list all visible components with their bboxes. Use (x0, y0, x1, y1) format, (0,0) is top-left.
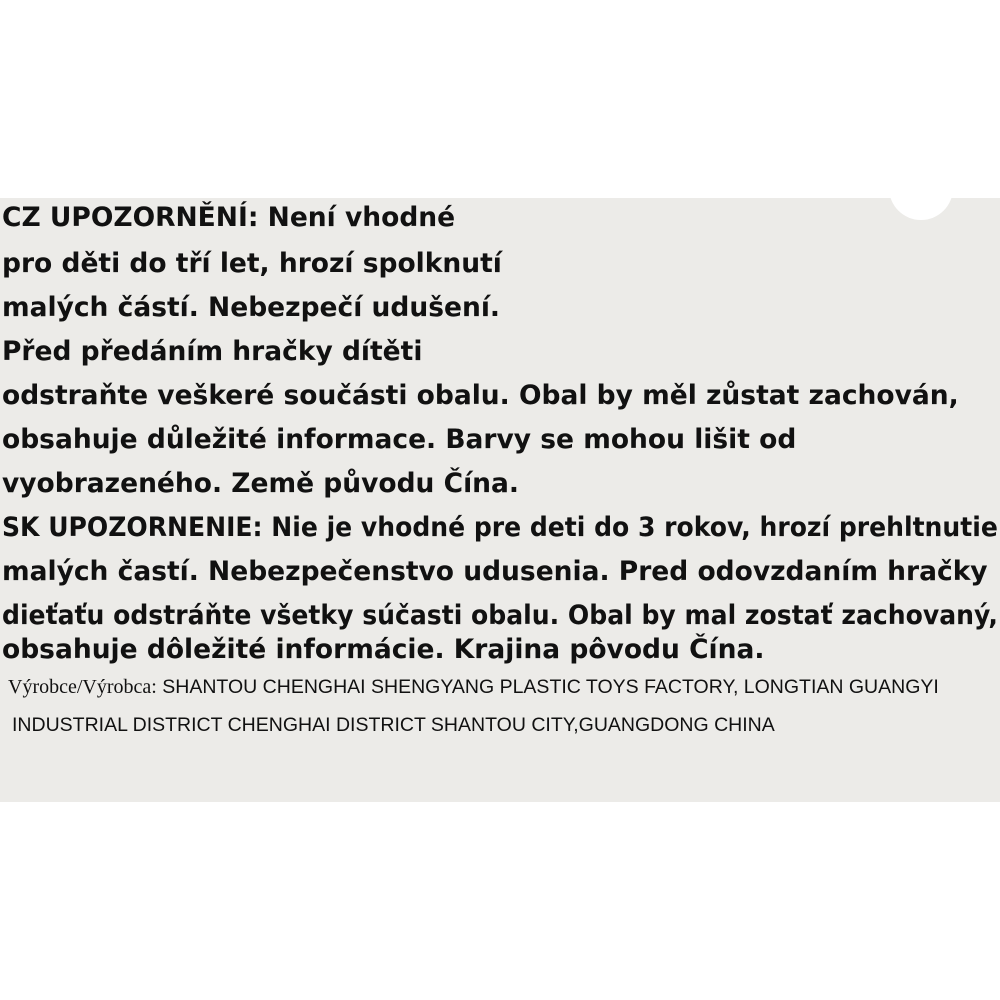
sk-warning-line: dieťaťu odstráňte všetky súčasti obalu. Obal by mal zostať zachovaný, (2, 600, 998, 631)
cz-warning-line: vyobrazeného. Země původu Čína. (2, 468, 519, 499)
cz-warning-line: Před předáním hračky dítěti (2, 336, 423, 367)
manufacturer-address-1: SHANTOU CHENGHAI SHENGYANG PLASTIC TOYS FACTORY, LONGTIAN GUANGYI (162, 676, 939, 698)
sk-warning-line: SK UPOZORNENIE: Nie je vhodné pre deti do 3 rokov, hrozí prehltnutie (2, 512, 998, 543)
manufacturer-address-2: INDUSTRIAL DISTRICT CHENGHAI DISTRICT SHANTOU CITY,GUANGDONG CHINA (12, 714, 775, 736)
sk-warning-line: malých častí. Nebezpečenstvo udusenia. Pred odovzdaním hračky (2, 556, 988, 587)
cz-warning-line: malých částí. Nebezpečí udušení. (2, 292, 501, 323)
cz-warning-line: obsahuje důležité informace. Barvy se mohou lišit od (2, 424, 797, 455)
hang-hole (889, 198, 953, 220)
cz-warning-line: pro děti do tří let, hrozí spolknutí (2, 248, 502, 279)
cz-warning-line: odstraňte veškeré součásti obalu. Obal by měl zůstat zachován, (2, 380, 959, 411)
cz-warning-line: CZ UPOZORNĚNÍ: Není vhodné (2, 202, 456, 233)
manufacturer-line (8, 674, 939, 700)
sk-warning-line: obsahuje dôležité informácie. Krajina pôvodu Čína. (2, 634, 765, 665)
warning-label-card (0, 198, 1000, 802)
manufacturer-prefix: Výrobce/Výrobca: (8, 676, 157, 698)
